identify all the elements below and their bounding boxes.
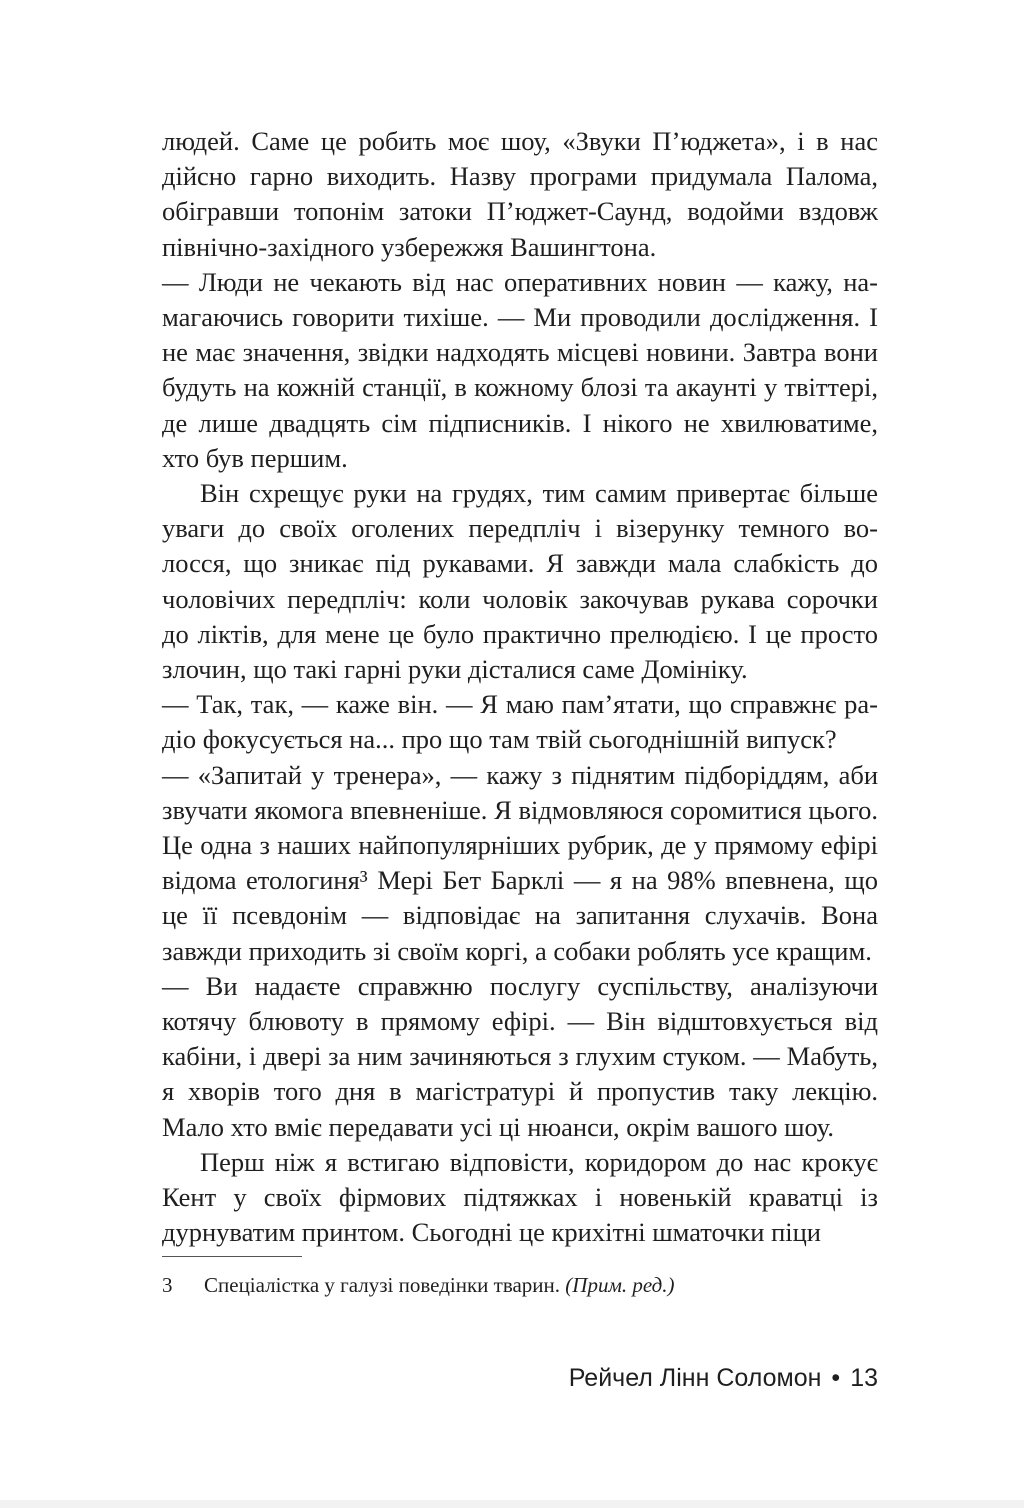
paragraph: Перш ніж я встигаю відповісти, коридором до нас крокує Кент у своїх фірмових підтяжках і новенькій краватці із дурнуватим принтом. Сьогодні це крихітні шматочки піци: [162, 1146, 878, 1248]
paragraph: людей. Саме це робить моє шоу, «Звуки П’юджета», і в нас дійсно гарно виходить. Назву програми придумала Палома, обігравши топонім затоки П’юджет-Саунд, водойми вздовж північно-західного узбережжя Вашингтона.: [162, 126, 878, 262]
author-name: Рейчел Лінн Соломон: [568, 1364, 822, 1392]
footnote-text: Спеціалістка у галузі поведінки тварин.: [204, 1273, 561, 1297]
paragraph: — Ви надаєте справжню послугу суспільству, аналізуючи котячу блювоту в прямому ефірі. — Він відштовхується від кабіни, і двері за ним зачиняються з глухим стуком. — Мабуть, я хворів того дня в магістратурі й пропустив таку лекцію. Мало хто вміє передавати усі ці нюанси, окрім вашого шоу.: [162, 970, 878, 1142]
paragraph: — Люди не чекають від нас оперативних новин — кажу, намагаючись говорити тихіше. — Ми проводили дослідження. І не має значення, звідки надходять місцеві новини. Завтра вони будуть на кожній станції, в кожному блозі та акаунті у твіттері, де лише двадцять сім підписників. І нікого не хвилюватиме, хто був першим.: [162, 266, 878, 473]
footnote-number: 3: [162, 1273, 173, 1297]
page-bottom-edge: [0, 1500, 1024, 1508]
paragraph: — «Запитай у тренера», — кажу з піднятим підборіддям, аби звучати якомога впевненіше. Я відмовляюся соромитися цього. Це одна з наших найпопулярніших рубрик, де у прямому ефірі відома етологиня³ Мері Бет Барклі — я на 98% впевнена, що це її псевдонім — відповідає на запитання слухачів. Вона завжди приходить зі своїм коргі, а собаки роблять усе кращим.: [162, 759, 878, 966]
footer-bullet: •: [831, 1364, 841, 1392]
body-text: [162, 124, 878, 1251]
page-number: 13: [850, 1364, 878, 1392]
running-footer: [569, 1362, 878, 1394]
paragraph: — Так, так, — каже він. — Я маю пам’ятати, що справжнє радіо фокусується на... про що там твій сьогоднішній випуск?: [162, 689, 878, 755]
footnote: [162, 1271, 878, 1299]
footnote-editor-note: (Прим. ред.): [565, 1273, 675, 1297]
footnote-divider: [162, 1256, 302, 1257]
paragraph: Він схрещує руки на грудях, тим самим привертає більше уваги до своїх оголених передпліч і візерунку темного волосся, що зникає під рукавами. Я завжди мала слабкість до чоловічих передпліч: коли чоловік закочував рукава сорочки до ліктів, для мене це було практично прелюдією. І це просто злочин, що такі гарні руки дісталися саме Домініку.: [162, 478, 878, 685]
